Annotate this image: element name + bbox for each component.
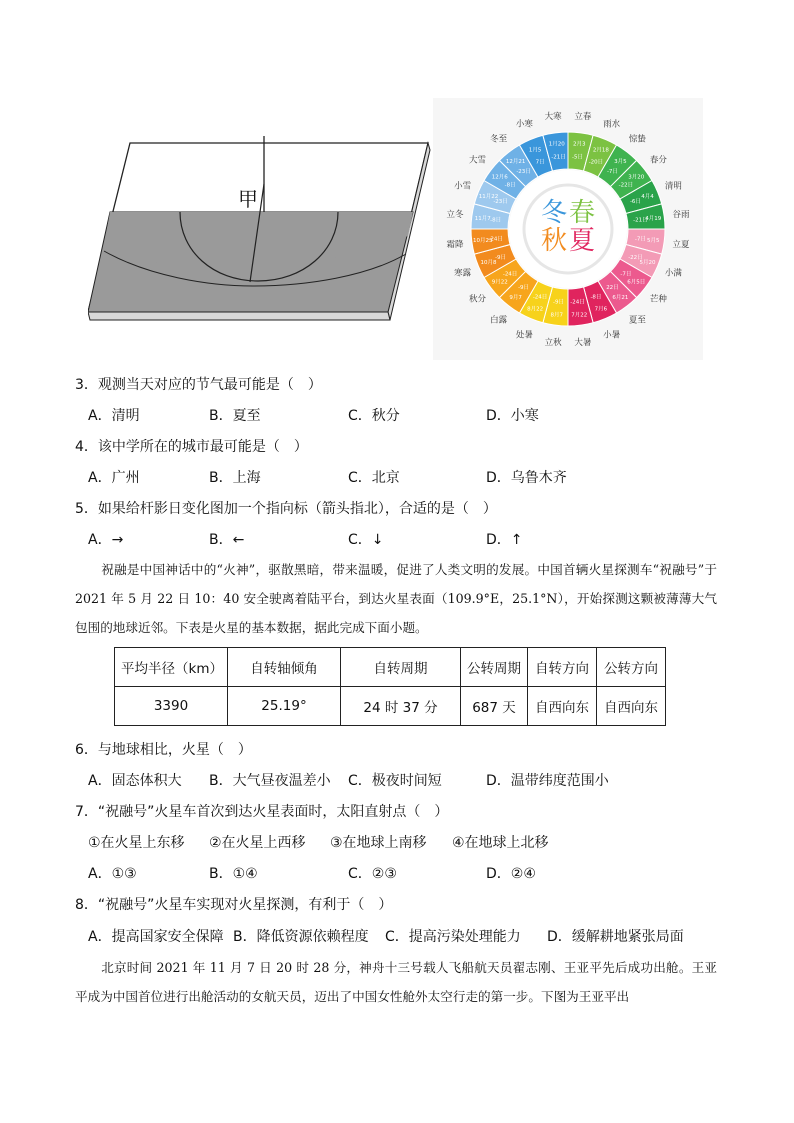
shenzhou-passage-text: 北京时间 2021 年 11 月 7 日 20 时 28 分，神舟十三号载人飞船航天员翟志刚、王亚平先后成功出舱。王亚平成为中国首位进行出舱活动的女航天员，迈出了中国女性舱外太空行走的第一步。下图为王亚平出 bbox=[75, 960, 717, 1004]
season-char: 秋 bbox=[540, 226, 568, 256]
question-5-stem: 5．如果给杆影日变化图加一个指向标（箭头指北），合适的是（ ） bbox=[75, 501, 497, 517]
wheel-date-label: -9日 bbox=[495, 254, 507, 261]
wheel-date-label: 10月8 bbox=[480, 259, 497, 266]
table-cell: 25.19° bbox=[228, 687, 341, 726]
table-header-cell: 公转周期 bbox=[461, 648, 528, 687]
q3-option-a[interactable]: A．清明 bbox=[88, 408, 140, 424]
q4-option-b[interactable]: B．上海 bbox=[209, 470, 261, 486]
solar-term-label: 立冬 bbox=[446, 210, 464, 221]
wheel-date-label: -9日 bbox=[518, 284, 530, 291]
wheel-date-label: 10月23 bbox=[472, 238, 493, 245]
wheel-date-label: -21日 bbox=[551, 154, 566, 161]
wheel-date-label: 8月22 bbox=[527, 306, 544, 313]
table-row bbox=[115, 687, 666, 726]
solar-term-label: 白露 bbox=[490, 315, 508, 326]
solar-term-label: 立春 bbox=[574, 111, 592, 122]
q3-option-c[interactable]: C．秋分 bbox=[348, 408, 400, 424]
q8-option-a[interactable]: A．提高国家安全保障 bbox=[88, 929, 224, 945]
solar-term-label: 夏至 bbox=[628, 315, 646, 326]
q7-option-b[interactable]: B．①④ bbox=[209, 866, 258, 882]
wheel-date-label: -7日 bbox=[634, 236, 646, 243]
q5-option-a[interactable]: A．→ bbox=[88, 532, 124, 548]
wheel-date-label: -5日 bbox=[572, 154, 584, 161]
question-7-stem: 7．“祝融号”火星车首次到达火星表面时，太阳直射点（ ） bbox=[75, 804, 449, 820]
q6-option-d[interactable]: D．温带纬度范围小 bbox=[486, 773, 609, 789]
question-4-stem: 4．该中学所在的城市最可能是（ ） bbox=[75, 439, 308, 455]
wheel-date-label: 11月22 bbox=[478, 194, 499, 201]
q4-option-d[interactable]: D．乌鲁木齐 bbox=[486, 470, 567, 486]
table-cell: 自西向东 bbox=[528, 687, 597, 726]
wheel-date-label: -20日 bbox=[588, 159, 604, 166]
wheel-date-label: 12月21 bbox=[505, 158, 526, 165]
season-char: 春 bbox=[568, 198, 596, 228]
q3-option-d[interactable]: D．小寒 bbox=[486, 408, 539, 424]
solar-term-label: 小暑 bbox=[603, 330, 621, 341]
table-cell: 24 时 37 分 bbox=[341, 687, 461, 726]
mars-passage bbox=[75, 555, 717, 642]
wheel-date-label: -24日 bbox=[502, 271, 518, 278]
wheel-date-label: 5月5 bbox=[647, 238, 660, 245]
wheel-date-label: -24日 bbox=[532, 294, 548, 301]
q7-statement-3: ③在地球上南移 bbox=[330, 835, 427, 851]
q6-option-a[interactable]: A．固态体积大 bbox=[88, 773, 182, 789]
solar-term-label: 雨水 bbox=[603, 119, 621, 130]
wheel-date-label: -8日 bbox=[590, 294, 602, 301]
season-char: 夏 bbox=[568, 226, 596, 256]
wheel-date-label: -24日 bbox=[488, 236, 503, 243]
wheel-date-label: 4月19 bbox=[645, 215, 662, 222]
wheel-date-label: 1月5 bbox=[528, 147, 542, 154]
solar-term-label: 秋分 bbox=[469, 294, 487, 305]
wheel-date-label: 8月7 bbox=[550, 312, 564, 319]
q7-option-a[interactable]: A．①③ bbox=[88, 866, 137, 882]
table-cell: 687 天 bbox=[461, 687, 528, 726]
solar-term-label: 芒种 bbox=[649, 294, 667, 305]
wheel-date-label: -6日 bbox=[629, 199, 641, 206]
mars-passage-text: 祝融是中国神话中的“火神”，驱散黑暗，带来温暖，促进了人类文明的发展。中国首辆火星探测车“祝融号”于 2021 年 5 月 22 日 10：40 安全驶离着陆平台，到达火星表面（109.9°E，25.1°N），开始探测这颗被薄薄大气包围的地球近邻。下表是火星的基本数据，据此完成下面小题。 bbox=[75, 562, 717, 635]
wheel-date-label: -23日 bbox=[493, 199, 508, 206]
q7-option-c[interactable]: C．②③ bbox=[348, 866, 397, 882]
q7-statement-1: ①在火星上东移 bbox=[88, 835, 185, 851]
q7-option-d[interactable]: D．②④ bbox=[486, 866, 536, 882]
q8-option-c[interactable]: C．提高污染处理能力 bbox=[385, 929, 521, 945]
shenzhou-passage bbox=[75, 953, 717, 1011]
q7-statement-2: ②在火星上西移 bbox=[209, 835, 306, 851]
shadow-diagram bbox=[88, 136, 433, 326]
question-3-stem: 3．观测当天对应的节气最可能是（ ） bbox=[75, 377, 322, 393]
q3-option-b[interactable]: B．夏至 bbox=[209, 408, 261, 424]
wheel-date-label: 5月20 bbox=[639, 259, 656, 266]
wheel-date-label: -7日 bbox=[620, 271, 632, 278]
wheel-date-label: -22日 bbox=[628, 254, 643, 261]
wheel-date-label: 2月18 bbox=[592, 147, 609, 154]
q6-option-b[interactable]: B．大气昼夜温差小 bbox=[209, 773, 331, 789]
q5-option-b[interactable]: B．← bbox=[209, 532, 245, 548]
solar-term-label: 小寒 bbox=[515, 119, 533, 130]
wheel-date-label: -8日 bbox=[490, 217, 502, 224]
wheel-date-label: -9日 bbox=[552, 299, 564, 306]
q5-option-c[interactable]: C．↓ bbox=[348, 532, 384, 548]
wheel-date-label: 11月7 bbox=[474, 215, 491, 222]
solar-terms-wheel bbox=[433, 98, 703, 360]
solar-term-label: 小满 bbox=[664, 268, 682, 279]
wheel-date-label: -21日 bbox=[633, 217, 648, 224]
wheel-date-label: 7月6 bbox=[594, 306, 608, 313]
wheel-date-label: 9月7 bbox=[509, 295, 522, 302]
wheel-date-label: 9月22 bbox=[491, 279, 508, 286]
table-header-cell: 公转方向 bbox=[597, 648, 666, 687]
season-char: 冬 bbox=[540, 198, 568, 228]
wheel-date-label: 4月4 bbox=[641, 194, 654, 201]
solar-term-label: 小雪 bbox=[454, 181, 472, 192]
table-header-cell: 自转轴倾角 bbox=[228, 648, 341, 687]
table-header-cell: 平均半径（km） bbox=[115, 648, 228, 687]
wheel-date-label: 12月6 bbox=[491, 174, 508, 181]
solar-term-label: 霜降 bbox=[446, 239, 464, 250]
question-8-stem: 8．“祝融号”火星车实现对火星探测，有利于（ ） bbox=[75, 897, 393, 913]
solar-term-label: 大暑 bbox=[574, 338, 592, 349]
q4-option-c[interactable]: C．北京 bbox=[348, 470, 400, 486]
wheel-date-label: 3月20 bbox=[628, 174, 645, 181]
q5-option-d[interactable]: D．↑ bbox=[486, 532, 523, 548]
solar-term-label: 清明 bbox=[664, 181, 682, 192]
mars-data-table bbox=[114, 647, 666, 726]
wheel-date-label: 2月3 bbox=[572, 141, 586, 148]
table-header-row bbox=[115, 648, 666, 687]
table-cell: 3390 bbox=[115, 687, 228, 726]
solar-term-label: 大雪 bbox=[469, 155, 487, 166]
solar-term-label: 冬至 bbox=[490, 134, 508, 145]
table-header-cell: 自转方向 bbox=[528, 648, 597, 687]
wheel-date-label: -7日 bbox=[606, 169, 618, 176]
wheel-date-label: -8日 bbox=[504, 182, 516, 189]
wheel-date-label: 6月5日 bbox=[627, 279, 646, 286]
q4-option-a[interactable]: A．广州 bbox=[88, 470, 140, 486]
wheel-date-label: -24日 bbox=[570, 299, 585, 306]
q8-option-d[interactable]: D．缓解耕地紧张局面 bbox=[547, 929, 684, 945]
question-6-stem: 6．与地球相比，火星（ ） bbox=[75, 742, 252, 758]
wheel-date-label: 22日 bbox=[606, 284, 619, 291]
solar-term-label: 处暑 bbox=[515, 330, 533, 341]
wheel-date-label: -22日 bbox=[618, 182, 634, 189]
q8-option-b[interactable]: B．降低资源依赖程度 bbox=[233, 929, 369, 945]
q7-statement-4: ④在地球上北移 bbox=[452, 835, 549, 851]
solar-term-label: 谷雨 bbox=[672, 210, 690, 221]
wheel-date-label: 1月20 bbox=[548, 141, 565, 148]
table-header-cell: 自转周期 bbox=[341, 648, 461, 687]
wheel-date-label: 7月22 bbox=[571, 312, 588, 319]
solar-term-label: 立夏 bbox=[672, 239, 690, 250]
wheel-date-label: 7日 bbox=[535, 159, 545, 166]
q6-option-c[interactable]: C．极夜时间短 bbox=[348, 773, 442, 789]
jia-label: 甲 bbox=[238, 187, 258, 211]
wheel-date-label: 6月21 bbox=[612, 295, 629, 302]
solar-term-label: 惊蛰 bbox=[628, 134, 646, 145]
solar-term-label: 寒露 bbox=[454, 268, 472, 279]
solar-term-label: 大寒 bbox=[544, 111, 562, 122]
solar-term-label: 立秋 bbox=[544, 338, 562, 349]
table-cell: 自西向东 bbox=[597, 687, 666, 726]
wheel-date-label: 3月5 bbox=[614, 158, 627, 165]
wheel-date-label: -23日 bbox=[516, 169, 531, 176]
solar-term-label: 春分 bbox=[649, 155, 667, 166]
